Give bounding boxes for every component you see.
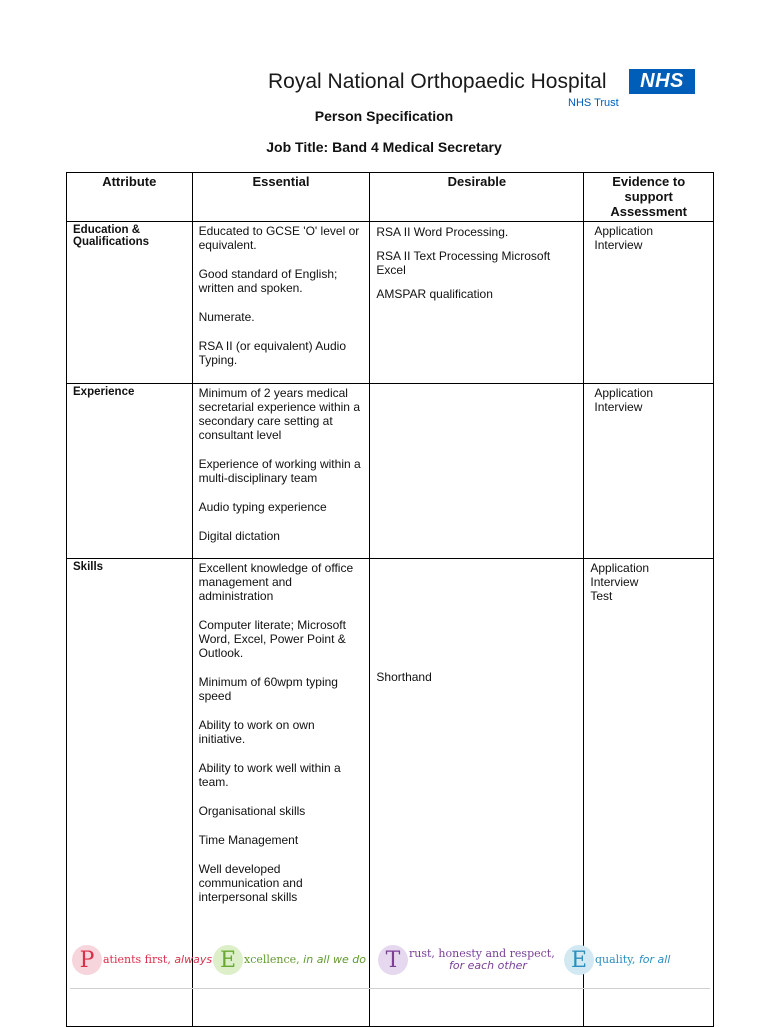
organization-name: Royal National Orthopaedic Hospital — [268, 70, 607, 93]
value-equality — [564, 940, 670, 980]
essential-item: Ability to work well within a team. — [198, 761, 341, 789]
essential-item: Minimum of 60wpm typing speed — [198, 675, 338, 703]
nhs-logo: NHS — [629, 69, 695, 94]
evidence-cell — [584, 384, 714, 559]
evidence-item: Application — [590, 561, 650, 575]
essential-item: Ability to work on own initiative. — [198, 718, 315, 746]
essential-item: Computer literate; Microsoft Word, Excel, Power Point & Outlook. — [198, 618, 346, 660]
header-evidence: Evidence to support Assessment — [584, 173, 714, 222]
attribute-cell: Education & Qualifications — [67, 222, 193, 384]
essential-cell — [192, 222, 370, 384]
value-initial-e-icon: E — [213, 945, 243, 975]
desirable-cell — [370, 384, 584, 559]
evidence-item: Test — [590, 589, 613, 603]
evidence-cell — [584, 222, 714, 384]
table-row-experience — [67, 384, 714, 559]
value-initial-p-icon: P — [72, 945, 102, 975]
evidence-item: Application — [594, 386, 654, 400]
attribute-cell: Skills — [67, 559, 193, 1027]
value-initial-e-icon: E — [564, 945, 594, 975]
table-row-education — [67, 222, 714, 384]
header-desirable: Desirable — [370, 173, 584, 222]
essential-item: Time Management — [198, 833, 299, 847]
evidence-item: Interview — [594, 238, 643, 252]
footer-divider — [70, 988, 710, 989]
document-title: Person Specification — [314, 108, 454, 124]
essential-item: Excellent knowledge of office management and administration — [198, 561, 354, 603]
value-excellence — [213, 940, 366, 980]
value-emphasis: in all we do — [303, 953, 367, 966]
header-essential: Essential — [192, 173, 370, 222]
value-patients-first — [72, 940, 212, 980]
person-specification-table — [66, 172, 714, 1027]
value-text: atients first, — [103, 953, 171, 966]
essential-item: Good standard of English; written and spoken. — [198, 267, 338, 295]
evidence-item: Application — [594, 224, 654, 238]
desirable-item: Shorthand — [376, 670, 432, 684]
essential-item: Organisational skills — [198, 804, 306, 818]
value-emphasis: for each other — [449, 959, 527, 972]
nhs-trust-label: NHS Trust — [568, 97, 619, 109]
essential-item: Educated to GCSE 'O' level or equivalent. — [198, 224, 360, 252]
table-header-row — [67, 173, 714, 222]
value-text: rust, honesty and respect, — [409, 947, 555, 960]
trust-values-banner — [66, 940, 714, 980]
value-trust — [378, 940, 555, 980]
essential-item: Digital dictation — [198, 529, 280, 543]
essential-item: Numerate. — [198, 310, 255, 324]
job-title: Job Title: Band 4 Medical Secretary — [266, 139, 502, 155]
desirable-item: RSA II Word Processing. — [376, 225, 509, 239]
desirable-cell — [370, 222, 584, 384]
essential-item: Experience of working within a multi-disciplinary team — [198, 457, 361, 485]
attribute-cell: Experience — [67, 384, 193, 559]
value-text: xcellence, — [244, 953, 300, 966]
evidence-item: Interview — [594, 400, 643, 414]
value-text: quality, — [595, 953, 636, 966]
essential-item: Minimum of 2 years medical secretarial experience within a secondary care setting at consultant level — [198, 386, 360, 442]
desirable-item: AMSPAR qualification — [376, 287, 493, 301]
essential-cell — [192, 384, 370, 559]
value-emphasis: always — [174, 953, 213, 966]
evidence-item: Interview — [590, 575, 639, 589]
desirable-item: RSA II Text Processing Microsoft Excel — [376, 249, 551, 277]
header-attribute: Attribute — [67, 173, 193, 222]
value-initial-t-icon: T — [378, 945, 408, 975]
essential-item: RSA II (or equivalent) Audio Typing. — [198, 339, 346, 367]
essential-item: Audio typing experience — [198, 500, 327, 514]
essential-item: Well developed communication and interpersonal skills — [198, 862, 303, 904]
value-emphasis: for all — [638, 953, 671, 966]
